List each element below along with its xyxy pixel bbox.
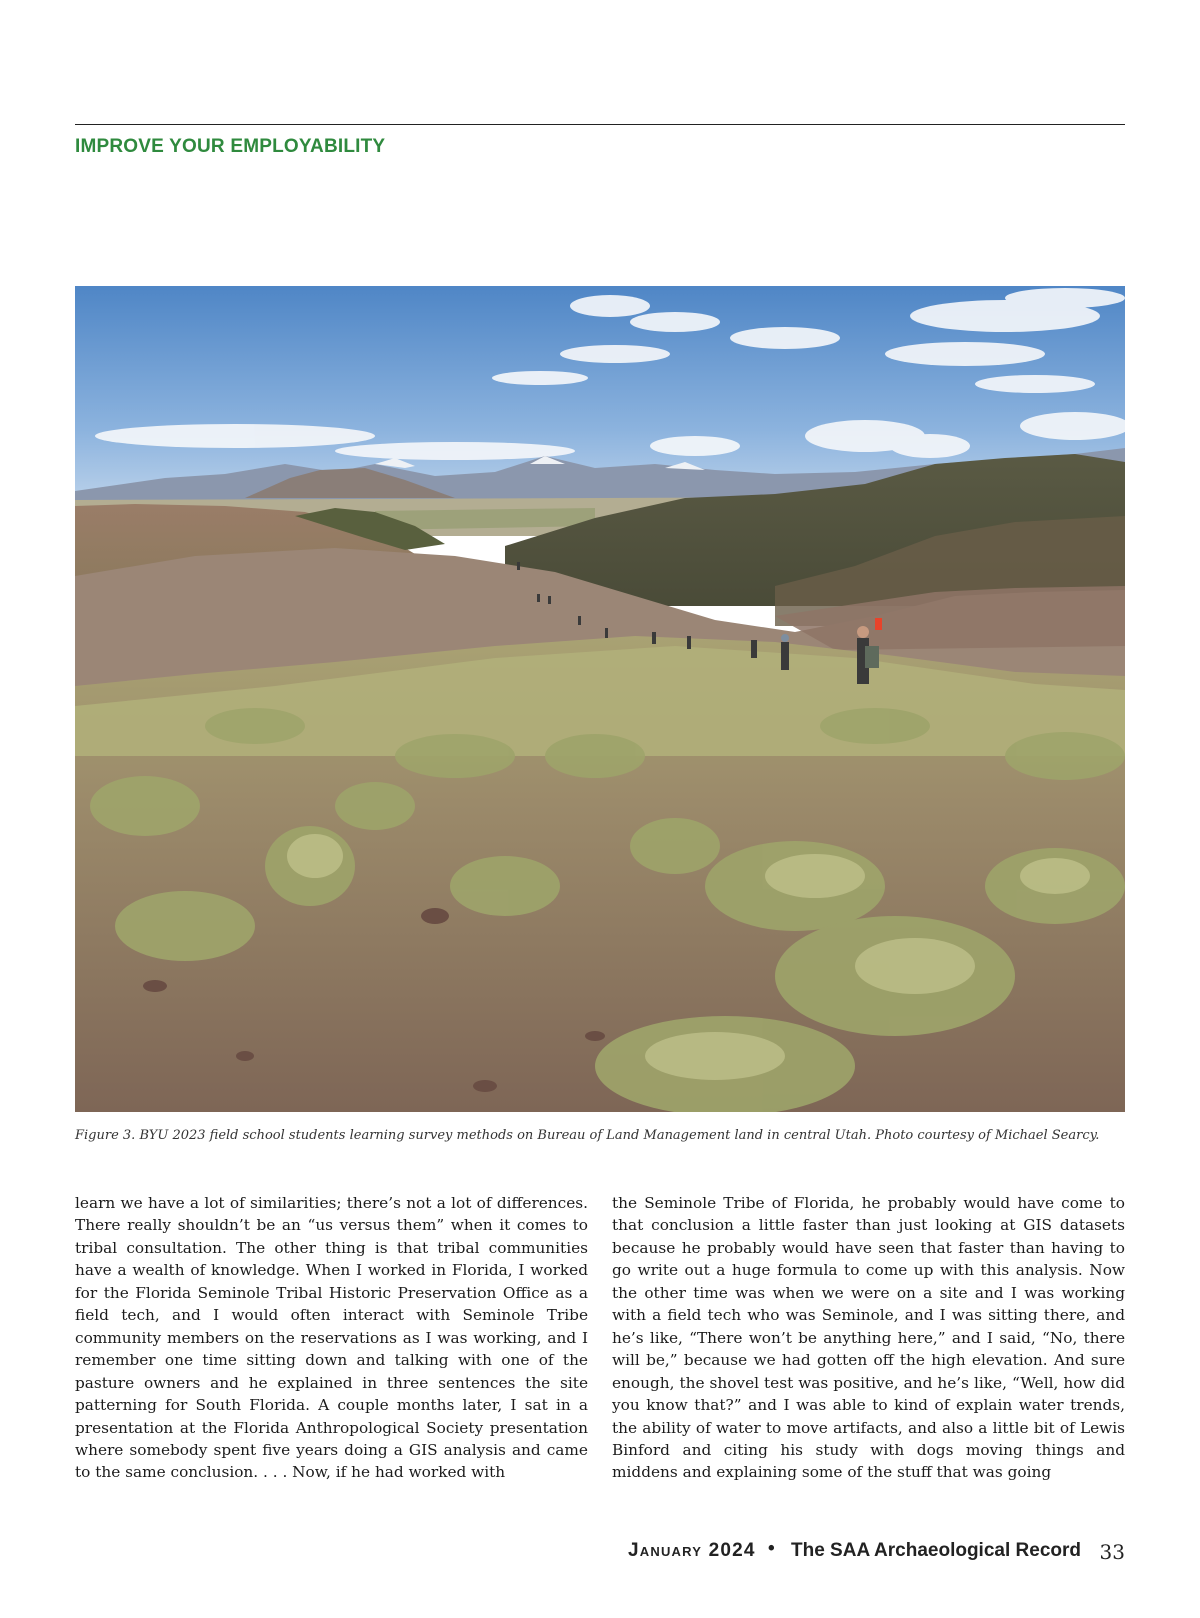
- footer-bullet: •: [768, 1538, 775, 1559]
- figure-photo: [75, 286, 1125, 1112]
- page-footer: [600, 1538, 1125, 1568]
- footer-issue-date: January 2024: [628, 1540, 756, 1561]
- footer-publication-title: The SAA Archaeological Record: [791, 1540, 1081, 1561]
- figure-caption: Figure 3. BYU 2023 field school students learning survey methods on Bureau of Land Management land in central Utah. Photo courtesy of Michael Searcy.: [75, 1128, 1100, 1143]
- body-text-right-column: the Seminole Tribe of Florida, he probably would have come to that conclusion a little faster than just looking at GIS datasets because he probably would have seen that faster than having to go write out a huge formula to come up with this analysis. Now the other time was when we were on a site and I was working with a field tech who was Seminole, and I was sitting there, and he’s like, “There won’t be anything here,” and I said, “No, there will be,” because we had gotten off the high elevation. And sure enough, the shovel test was positive, and he’s like, “Well, how did you know that?” and I was able to kind of explain water trends, the ability of water to move artifacts, and also a little bit of Lewis Binford and citing his study with dogs moving things and middens and explaining some of the stuff that was going: [612, 1194, 1125, 1482]
- page-number: 33: [1099, 1540, 1125, 1564]
- landscape-photo: [75, 286, 1125, 1112]
- top-rule: [75, 124, 1125, 125]
- section-heading: IMPROVE YOUR EMPLOYABILITY: [75, 136, 386, 157]
- body-text-left-column: learn we have a lot of similarities; there’s not a lot of differences. There really shouldn’t be an “us versus them” when it comes to tribal consultation. The other thing is that tribal communities have a wealth of knowledge. When I worked in Florida, I worked for the Florida Seminole Tribal Historic Preservation Office as a field tech, and I would often interact with Seminole Tribe community members on the reservations as I was working, and I remember one time sitting down and talking with one of the pasture owners and he explained in three sentences the site patterning for South Florida. A couple months later, I sat in a presentation at the Florida Anthropological Society presentation where somebody spent five years doing a GIS analysis and came to the same conclusion. . . . Now, if he had worked with: [75, 1194, 588, 1482]
